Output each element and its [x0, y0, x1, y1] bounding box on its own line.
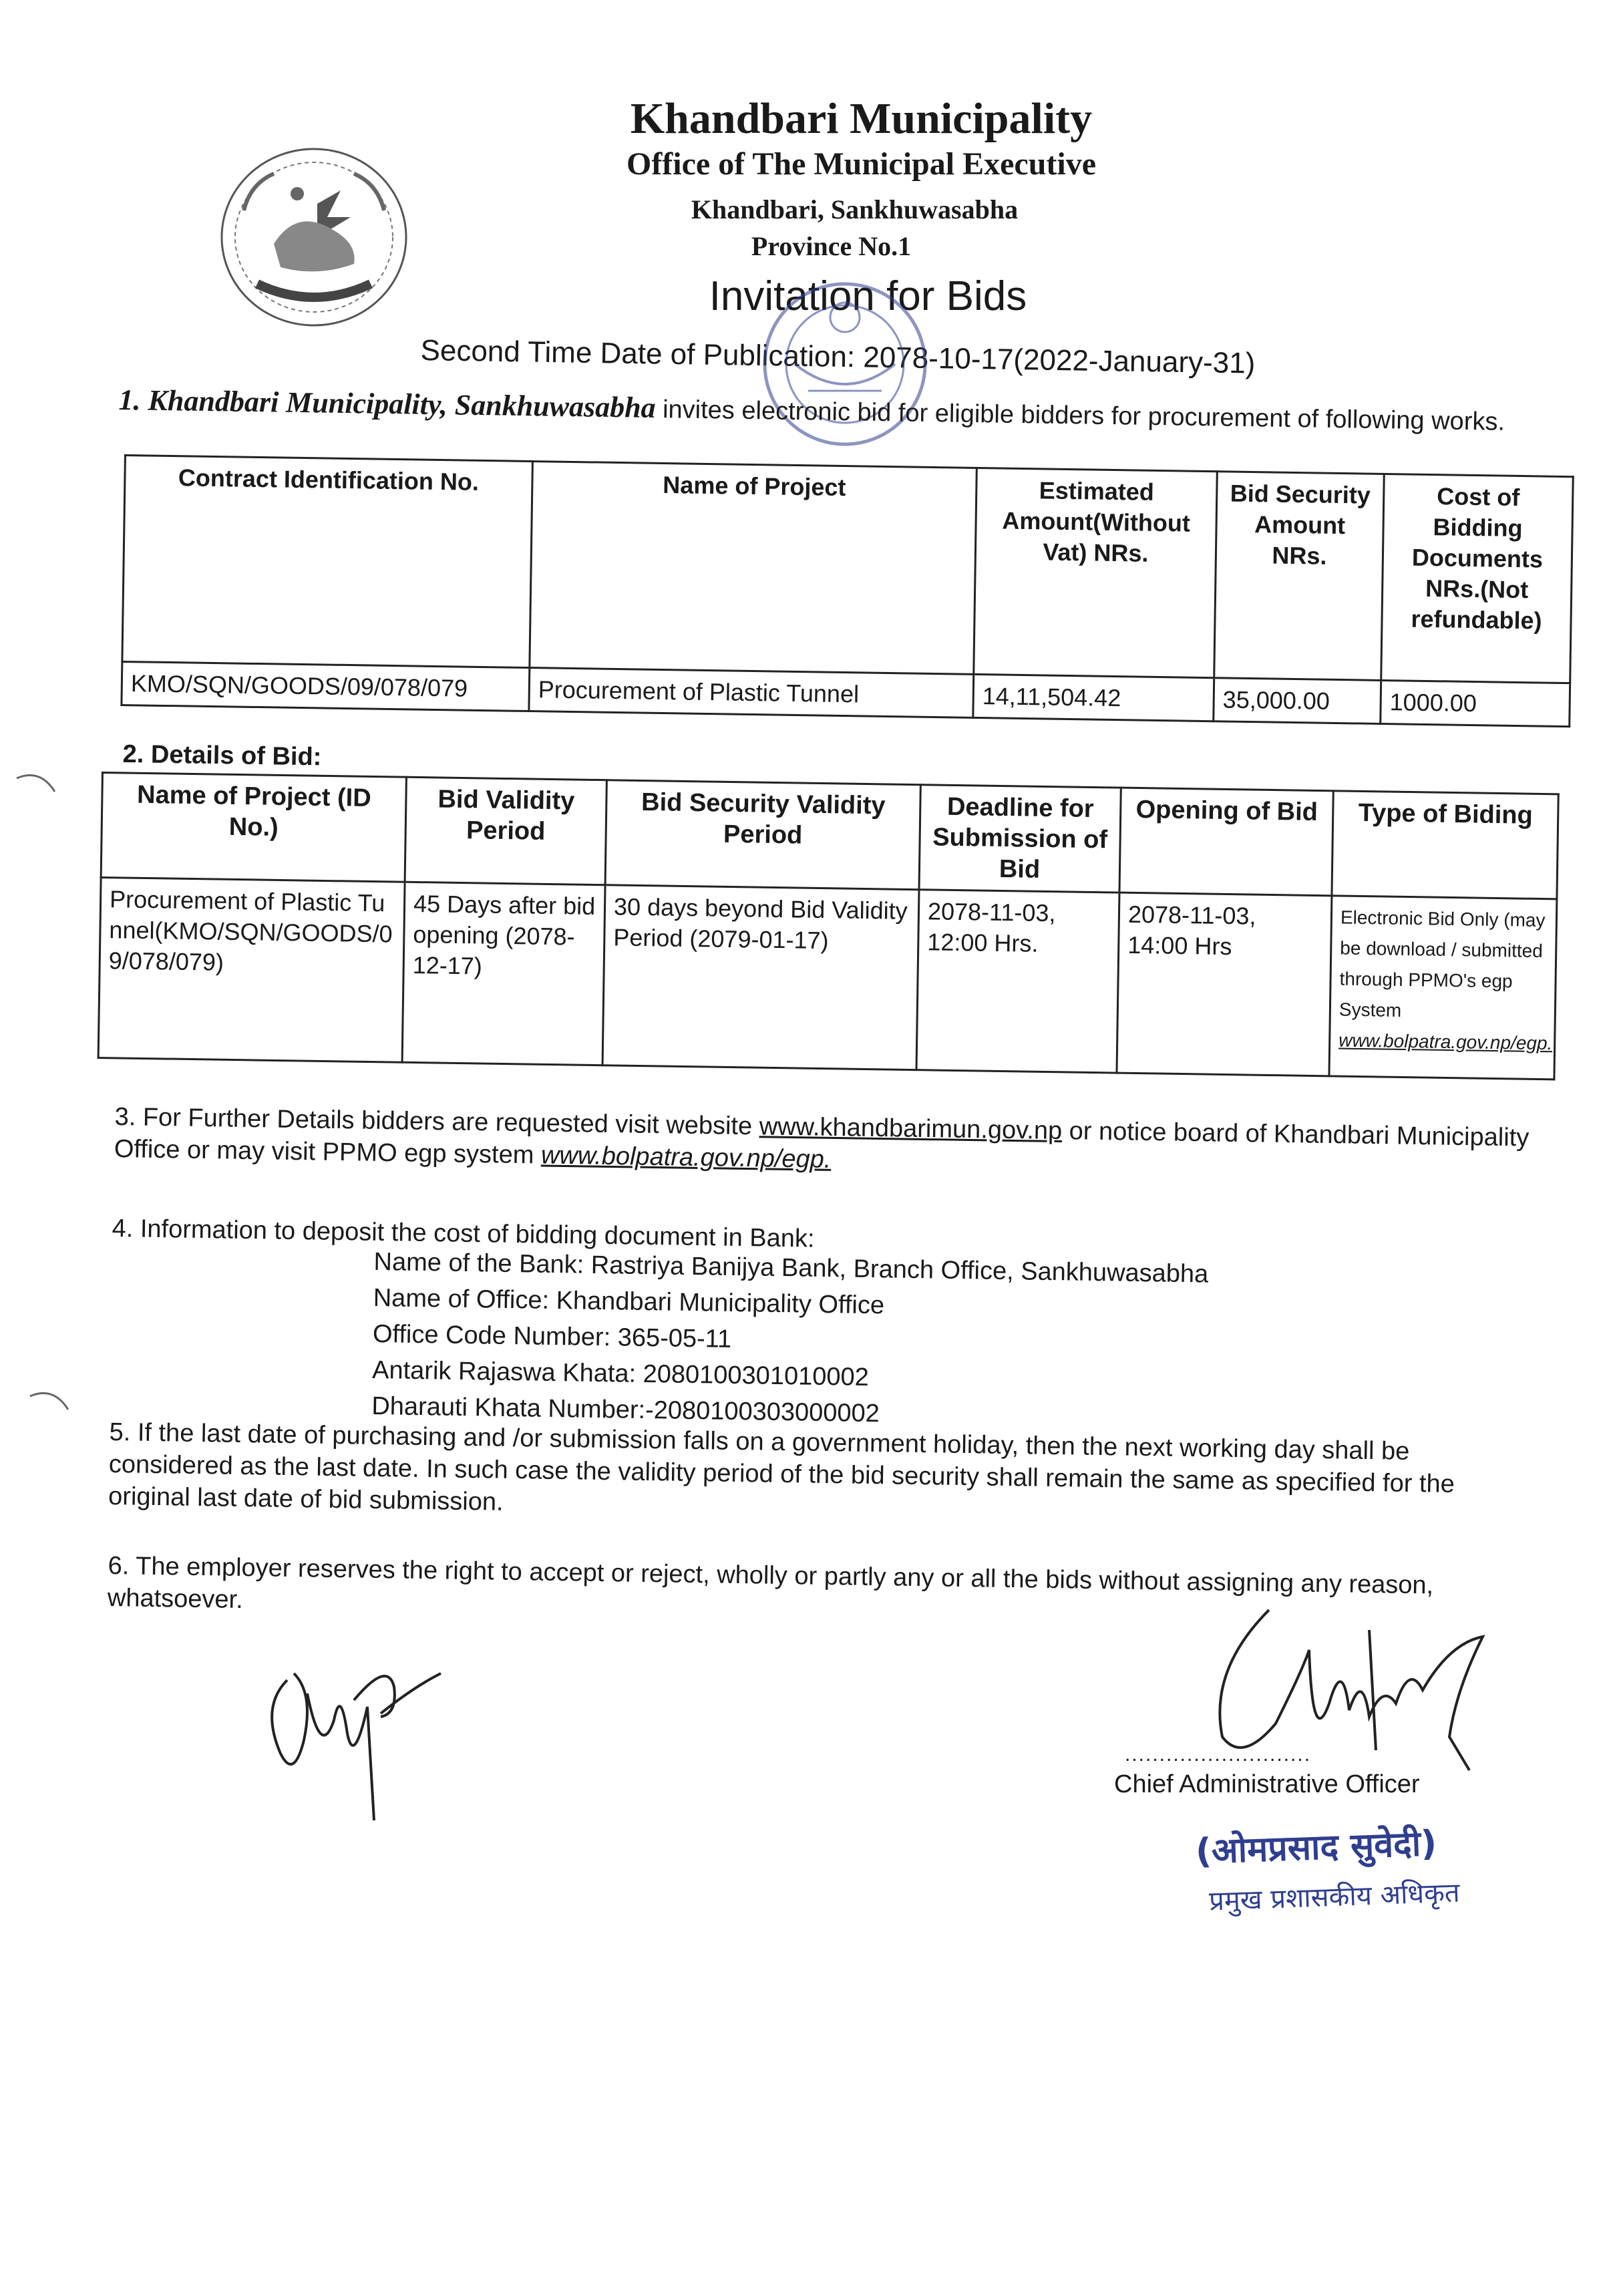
cell-opening: 2078-11-03, 14:00 Hrs: [1117, 892, 1332, 1076]
punch-hole-mark: [13, 768, 60, 808]
signatory-designation: Chief Administrative Officer: [1114, 1770, 1420, 1798]
col-bid-security: Bid Security Amount NRs.: [1214, 472, 1385, 681]
cell-bid-security: 35,000.00: [1214, 678, 1381, 724]
cell-security-validity: 30 days beyond Bid Validity Period (2079-01-17): [602, 885, 919, 1070]
section-5: 5. If the last date of purchasing and /or submission falls on a government holiday, then the next working day shall be considered as the last date. In such case the validity period of the bid security shall remain the same as specified for the original last date of bid submission.: [108, 1418, 1455, 1516]
section-4-title: 4. Information to deposit the cost of bidding document in Bank:: [112, 1214, 815, 1253]
col-project-name: Name of Project: [530, 462, 977, 675]
section-6: 6. The employer reserves the right to accept or reject, wholly or partly any or all the bids without assigning any reason, whatsoever.: [107, 1551, 1434, 1614]
section-1-lead: 1. Khandbari Municipality, Sankhuwasabha: [118, 383, 657, 424]
signature-dots: ...........................: [1125, 1744, 1312, 1766]
cell-contract-id: KMO/SQN/GOODS/09/078/079: [122, 661, 530, 711]
bank-name: Name of the Bank: Rastriya Banijya Bank, Branch Office, Sankhuwasabha: [373, 1247, 1209, 1289]
bolpatra-link[interactable]: www.bolpatra.gov.np/egp.: [540, 1141, 832, 1174]
cell-bid-validity: 45 Days after bid opening (2078-12-17): [402, 882, 605, 1065]
col-cost-documents: Cost of Bidding Documents NRs.(Not refundable): [1381, 474, 1574, 683]
section-3-text-a: 3. For Further Details bidders are requested visit website: [114, 1102, 760, 1141]
section-3-text-b: or notice board of Khandbari Municipality Office or may visit PPMO egp system: [114, 1117, 1530, 1170]
col-contract-id: Contract Identification No.: [122, 456, 533, 668]
bank-details: [371, 1244, 1209, 1437]
cell-deadline: 2078-11-03, 12:00 Hrs.: [916, 890, 1119, 1073]
contract-table-header-row: [122, 456, 1573, 683]
bid-details-table: [98, 772, 1560, 1080]
cell-project-id: Procurement of Plastic Tunnel(KMO/SQN/GOODS/09/078/079): [98, 878, 405, 1063]
office-name: Office of The Municipal Executive: [626, 146, 1097, 182]
cell-cost-documents: 1000.00: [1381, 680, 1570, 726]
table-row: [98, 878, 1557, 1080]
office-address: Khandbari, Sankhuwasabha: [691, 194, 1019, 224]
section-3: [114, 1101, 1531, 1186]
section-1-text: invites electronic bid for eligible bidders for procurement of following works.: [662, 395, 1505, 436]
col-deadline: Deadline for Submission of Bid: [919, 785, 1121, 892]
section-2-title: 2. Details of Bid:: [122, 740, 322, 772]
document-title: Invitation for Bids: [709, 273, 1027, 319]
col-project-id: Name of Project (ID No.): [101, 773, 406, 882]
col-estimated-amount: Estimated Amount(Without Vat) NRs.: [974, 468, 1218, 677]
contract-table: [120, 454, 1574, 727]
col-type: Type of Biding: [1332, 791, 1558, 899]
col-security-validity: Bid Security Validity Period: [605, 780, 920, 890]
antarik-account: Antarik Rajaswa Khata: 2080100301010002: [371, 1355, 870, 1392]
municipality-name: Khandbari Municipality: [630, 94, 1093, 143]
province-label: Province No.1: [751, 231, 912, 261]
municipality-website-link[interactable]: www.khandbarimun.gov.np: [759, 1112, 1063, 1146]
name-stamp: (ओमप्रसाद सुवेदी): [1195, 1823, 1437, 1872]
cell-project-name: Procurement of Plastic Tunnel: [529, 668, 974, 718]
official-seal-stamp: [755, 264, 935, 484]
dharauti-account: Dharauti Khata Number:-2080100303000002: [371, 1391, 880, 1428]
punch-hole-mark: [27, 1386, 73, 1426]
office-name-line: Name of Office: Khandbari Municipality Office: [373, 1283, 885, 1320]
type-text: Electronic Bid Only (may be download / submitted through PPMO's egp System: [1338, 907, 1546, 1021]
type-link[interactable]: www.bolpatra.gov.np/egp.: [1338, 1029, 1553, 1054]
col-opening: Opening of Bid: [1119, 788, 1333, 896]
col-bid-validity: Bid Validity Period: [405, 777, 606, 884]
office-code: Office Code Number: 365-05-11: [372, 1319, 732, 1353]
left-signature: [254, 1600, 454, 1820]
cell-estimated-amount: 14,11,504.42: [973, 674, 1214, 721]
cell-type: [1329, 896, 1557, 1080]
title-stamp: प्रमुख प्रशासकीय अधिकृत: [1208, 1877, 1461, 1917]
publication-date: Second Time Date of Publication: 2078-10-17(2022-January-31): [420, 334, 1256, 380]
